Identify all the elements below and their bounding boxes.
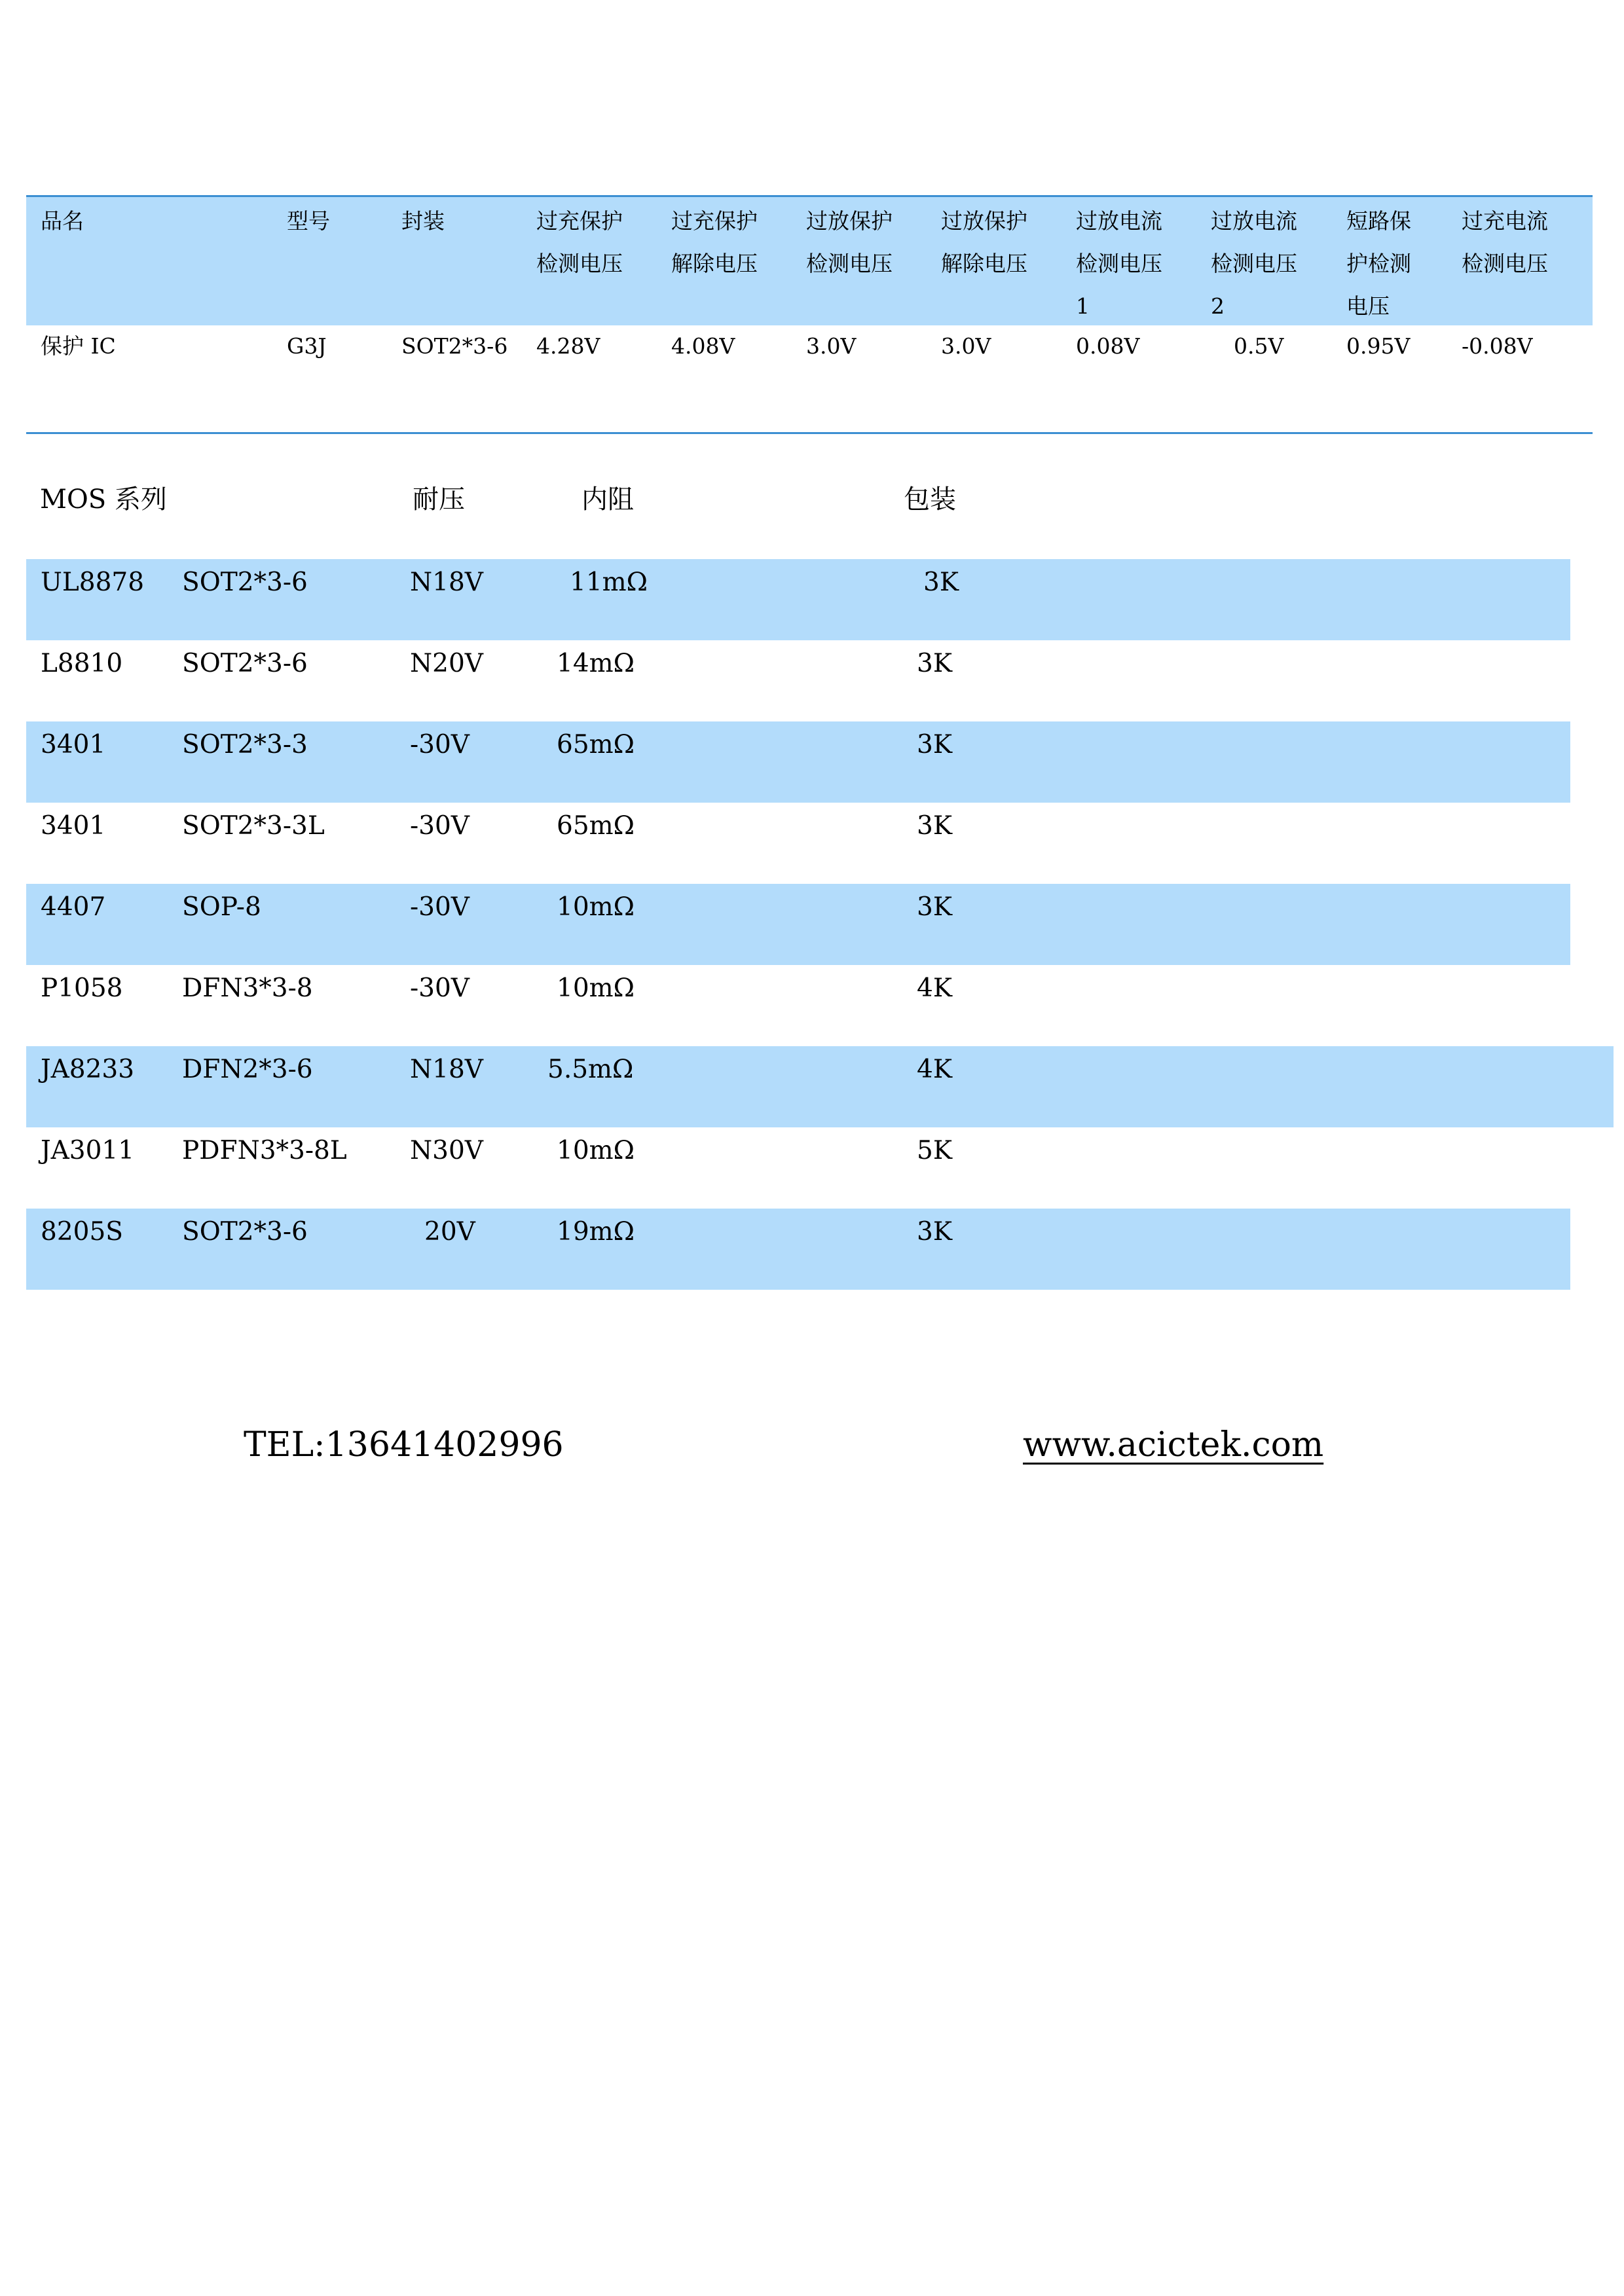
ic-header-cell: 型号 (287, 208, 330, 234)
mos-cell-model: 3401 (41, 730, 106, 759)
mos-cell-pkg: PDFN3*3-8L (182, 1136, 347, 1165)
mos-table-row (26, 721, 1570, 803)
mos-cell-model: 3401 (41, 811, 106, 841)
mos-cell-voltage: -30V (410, 730, 470, 759)
mos-cell-qty: 4K (917, 1055, 952, 1084)
section-divider (26, 432, 1593, 434)
mos-cell-voltage: -30V (410, 811, 470, 841)
mos-cell-voltage: N18V (410, 1055, 483, 1084)
mos-cell-model: UL8878 (41, 568, 145, 597)
mos-cell-pkg: DFN3*3-8 (182, 974, 313, 1003)
mos-cell-qty: 3K (917, 1217, 952, 1247)
mos-cell-model: JA8233 (41, 1055, 135, 1084)
mos-table-row (26, 803, 1570, 884)
mos-cell-qty: 5K (917, 1136, 952, 1165)
ic-header-cell: 过充保护 解除电压 (671, 208, 758, 276)
mos-table-row (26, 1046, 1614, 1127)
mos-cell-pkg: SOT2*3-6 (182, 1217, 308, 1247)
mos-cell-qty: 3K (917, 811, 952, 841)
ic-table-header (26, 195, 1593, 325)
mos-cell-pkg: SOP-8 (182, 892, 261, 922)
mos-cell-qty: 3K (917, 730, 952, 759)
mos-table-row (26, 884, 1570, 965)
mos-cell-pkg: SOT2*3-6 (182, 568, 308, 597)
mos-cell-qty: 3K (923, 568, 959, 597)
mos-cell-pkg: SOT2*3-3L (182, 811, 325, 841)
mos-cell-voltage: 20V (424, 1217, 475, 1247)
ic-value-cell: G3J (287, 333, 327, 359)
mos-cell-qty: 3K (917, 892, 952, 922)
ic-header-cell: 短路保 护检测 电压 (1346, 208, 1411, 319)
ic-header-cell: 过放保护 解除电压 (941, 208, 1027, 276)
ic-value-cell: 0.08V (1076, 333, 1140, 359)
mos-table-row (26, 1127, 1570, 1209)
mos-cell-pkg: SOT2*3-6 (182, 649, 308, 678)
mos-cell-qty: 3K (917, 649, 952, 678)
protection-ic-table (26, 195, 1593, 359)
mos-cell-resistance: 14mΩ (557, 649, 635, 678)
mos-cell-resistance: 10mΩ (557, 892, 635, 922)
mos-cell-resistance: 5.5mΩ (547, 1055, 634, 1084)
ic-header-cell: 过充保护 检测电压 (536, 208, 623, 276)
ic-value-cell: 4.28V (536, 333, 600, 359)
telephone-number: TEL:13641402996 (244, 1425, 564, 1465)
package-header: 包装 (904, 484, 956, 515)
resistance-header: 内阻 (581, 484, 634, 515)
ic-header-cell: 过放保护 检测电压 (806, 208, 893, 276)
mos-cell-model: JA3011 (41, 1136, 135, 1165)
ic-value-cell: 4.08V (671, 333, 735, 359)
ic-value-cell: -0.08V (1462, 333, 1533, 359)
mos-table-row (26, 1209, 1570, 1290)
mos-cell-resistance: 65mΩ (557, 730, 635, 759)
mos-cell-resistance: 65mΩ (557, 811, 635, 841)
mos-cell-voltage: N18V (410, 568, 483, 597)
ic-header-cell: 品名 (41, 208, 84, 234)
mos-table-row (26, 640, 1570, 721)
ic-value-cell: 3.0V (941, 333, 991, 359)
ic-header-cell: 过放电流 检测电压 2 (1211, 208, 1297, 319)
website-link[interactable]: www.acictek.com (1023, 1425, 1324, 1465)
mos-cell-resistance: 10mΩ (557, 974, 635, 1003)
mos-cell-model: 4407 (41, 892, 106, 922)
ic-value-cell: 0.5V (1234, 333, 1284, 359)
mos-cell-pkg: SOT2*3-3 (182, 730, 308, 759)
mos-cell-resistance: 11mΩ (570, 568, 648, 597)
ic-value-cell: 0.95V (1346, 333, 1411, 359)
mos-cell-voltage: -30V (410, 974, 470, 1003)
mos-cell-qty: 4K (917, 974, 952, 1003)
mos-cell-voltage: -30V (410, 892, 470, 922)
mos-table-header (26, 477, 1593, 522)
mos-cell-resistance: 19mΩ (557, 1217, 635, 1247)
ic-value-cell: 3.0V (806, 333, 857, 359)
mos-cell-model: L8810 (41, 649, 123, 678)
ic-table-row (26, 323, 1593, 369)
mos-cell-model: 8205S (41, 1217, 123, 1247)
ic-header-cell: 封装 (401, 208, 445, 234)
mos-series-title: MOS 系列 (40, 484, 167, 515)
mos-cell-voltage: N30V (410, 1136, 483, 1165)
ic-header-cell: 过放电流 检测电压 1 (1076, 208, 1162, 319)
ic-header-cell: 过充电流 检测电压 (1462, 208, 1548, 276)
voltage-header: 耐压 (413, 484, 465, 515)
mos-cell-voltage: N20V (410, 649, 483, 678)
mos-cell-model: P1058 (41, 974, 123, 1003)
mos-table-row (26, 559, 1570, 640)
mos-cell-resistance: 10mΩ (557, 1136, 635, 1165)
ic-value-cell: 保护 IC (41, 333, 116, 359)
mos-table-row (26, 965, 1570, 1046)
mos-cell-pkg: DFN2*3-6 (182, 1055, 313, 1084)
ic-value-cell: SOT2*3-6 (401, 333, 508, 359)
